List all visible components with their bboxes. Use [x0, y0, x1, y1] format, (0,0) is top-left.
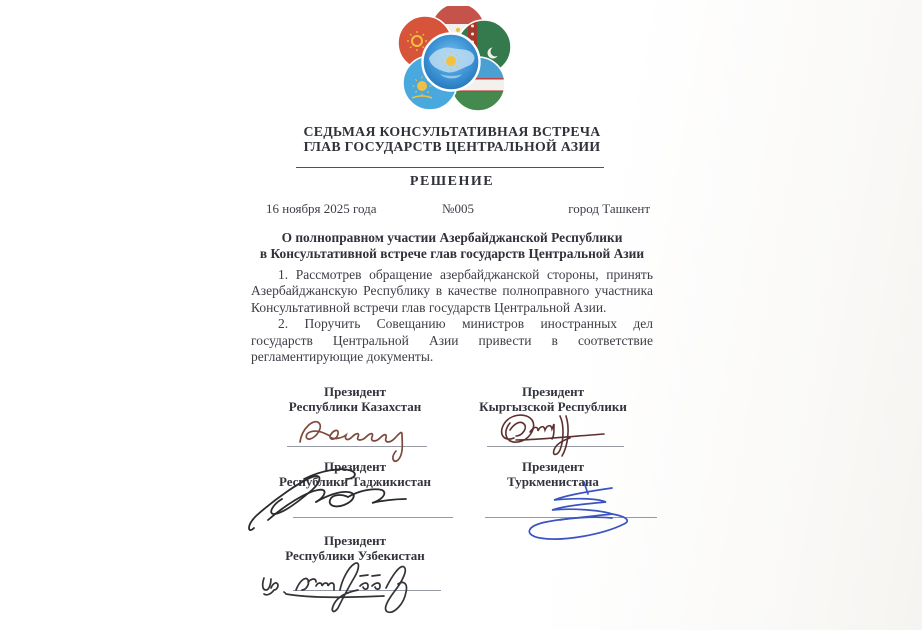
signature-kazakhstan-icon — [292, 406, 432, 464]
signatory-country: Кыргызской Республики — [479, 399, 627, 414]
signature-tajikistan-icon — [248, 462, 448, 542]
organization-name-line1: СЕДЬМАЯ КОНСУЛЬТАТИВНАЯ ВСТРЕЧА — [303, 124, 601, 139]
document-number: №005 — [442, 201, 474, 216]
signatory-title: Президент — [323, 533, 387, 548]
document-meta-row — [266, 201, 650, 217]
signatory-title: Президент — [323, 384, 387, 399]
body-paragraph-1: 1. Рассмотрев обращение азербайджанской стороны, принять Азербайджанскую Республику в качестве полноправного участника Консультативной встречи глав государств Центральной Азии. — [251, 267, 653, 315]
signatory-title: Президент — [521, 459, 585, 474]
signatory-country: Республики Таджикистан — [278, 474, 432, 489]
signature-uzbekistan-icon — [256, 552, 456, 624]
signatory-country: Республики Узбекистан — [285, 548, 425, 563]
signature-turkmenistan-icon — [484, 478, 669, 550]
central-asia-summit-emblem-icon — [396, 6, 514, 112]
document-city: город Ташкент — [568, 201, 650, 216]
body-paragraph-2: 2. Поручить Совещанию министров иностранных дел государств Центральной Азии привести в соответствие регламентирующие документы. — [251, 316, 653, 365]
signatory-title: Президент — [521, 384, 585, 399]
document-subject — [250, 230, 654, 262]
globe-icon — [423, 34, 480, 91]
document-body — [251, 267, 653, 365]
document-header — [250, 124, 654, 154]
subject-line1: О полноправном участии Азербайджанской Республики — [281, 230, 623, 245]
signatory-title: Президент — [323, 459, 387, 474]
subject-line2: в Консультативной встрече глав государств Центральной Азии — [259, 246, 645, 261]
header-divider — [296, 167, 604, 168]
signatory-country: Республики Казахстан — [288, 399, 422, 414]
document-type-title: РЕШЕНИЕ — [409, 174, 495, 189]
signature-kyrgyzstan-icon — [486, 404, 631, 462]
document-date: 16 ноября 2025 года — [266, 201, 377, 216]
signatory-country: Туркменистана — [507, 474, 599, 489]
organization-name-line2: ГЛАВ ГОСУДАРСТВ ЦЕНТРАЛЬНОЙ АЗИИ — [303, 139, 601, 154]
